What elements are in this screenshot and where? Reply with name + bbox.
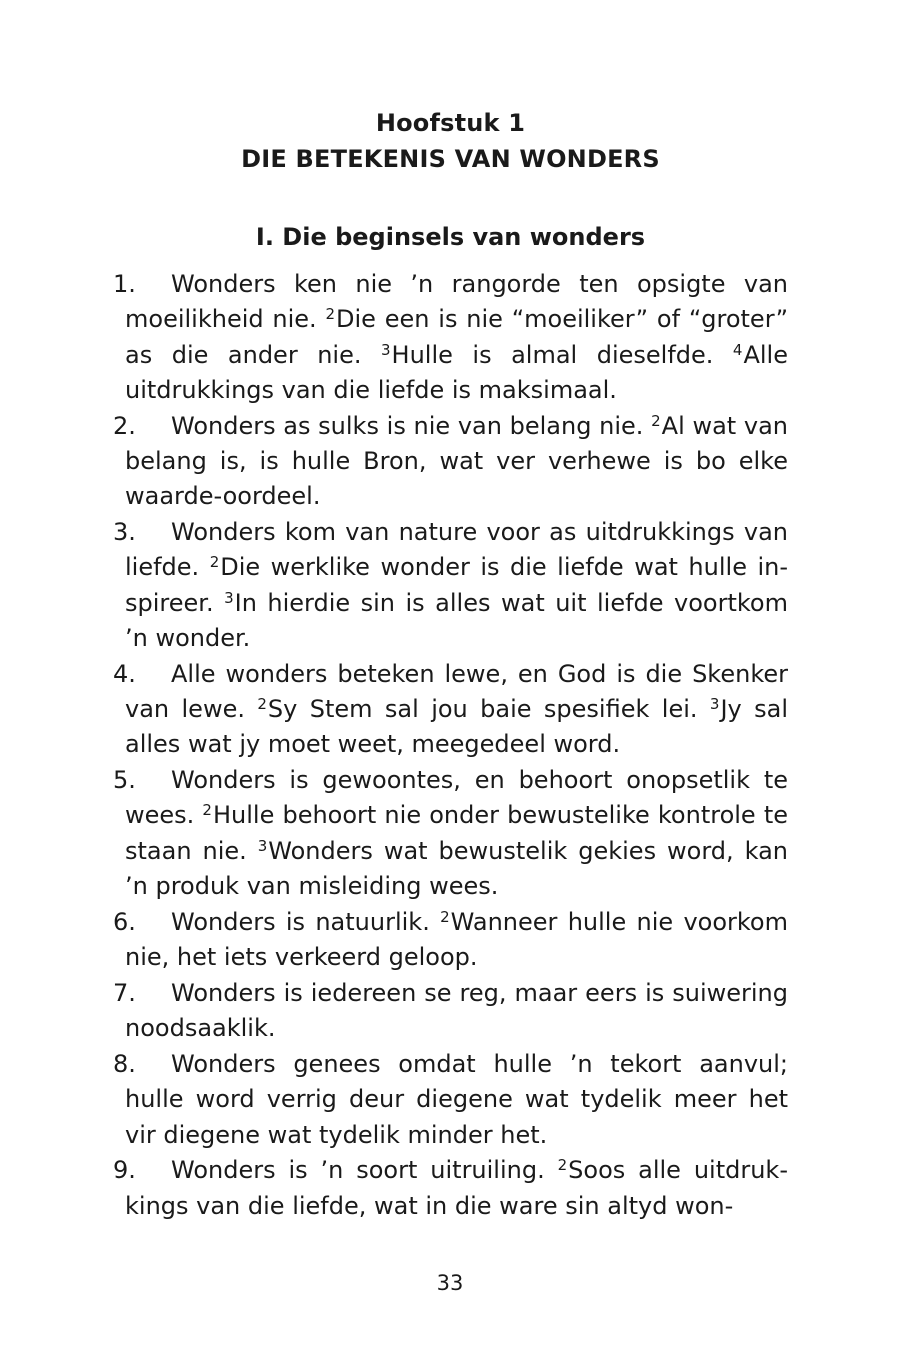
chapter-title: DIE BETEKENIS VAN WONDERS <box>241 145 660 173</box>
sentence-number: 4 <box>732 340 743 359</box>
sentence-number: 2 <box>209 553 220 572</box>
item-text: Al wat van belang is, is hulle Bron, wat ver verhewe is bo elke waarde-oordeel. <box>125 411 788 511</box>
item-text: Wonders is ’n soort uitruiling. <box>171 1156 558 1185</box>
item-number: 1. <box>113 270 136 298</box>
section-title: I. Die beginsels van wonders <box>255 223 646 251</box>
sentence-number: 3 <box>380 340 391 359</box>
item-text: Soos alle uitdrukkings van die liefde, wat in die ware sin altyd won- <box>125 1156 789 1220</box>
list-item <box>113 409 788 515</box>
sentence-number: 2 <box>557 1156 568 1175</box>
item-number: 2. <box>113 411 136 440</box>
item-number: 7. <box>113 978 136 1007</box>
item-text: Wonders kom van nature voor as uitdrukkings van liefde. <box>125 518 788 582</box>
item-text: Wonders genees omdat hulle ’n tekort aanvul; hulle word verrig deur diegene wat tydelik meer het vir diegene wat tydelik minder het. <box>125 1050 788 1149</box>
sentence-number: 2 <box>440 907 450 926</box>
list-item <box>113 267 788 408</box>
item-text: Die werklike wonder is die liefde wat hulle inspireer. <box>125 553 789 617</box>
list-item <box>113 1047 788 1153</box>
item-text: Alle wonders beteken lewe, en God is die Skenker van lewe. <box>125 659 788 724</box>
sentence-number: 3 <box>709 695 720 714</box>
item-number: 9. <box>113 1156 136 1185</box>
sentence-number: 2 <box>202 801 212 820</box>
list-item <box>113 976 788 1047</box>
list-item <box>113 657 788 763</box>
item-text: Alle uitdrukkings van die liefde is maksimaal. <box>125 340 788 404</box>
item-number: 8. <box>113 1050 136 1079</box>
sentence-number: 3 <box>224 588 234 607</box>
item-text: Wonders ken nie ’n rangorde ten opsigte van moeilikheid nie. <box>125 270 788 334</box>
principles-list <box>113 267 788 1224</box>
item-text: Wonders is gewoontes, en behoort onopsetlik te wees. <box>125 766 788 830</box>
item-text: Wonders is iedereen se reg, maar eers is suiwering noodsaaklik. <box>125 978 788 1043</box>
item-text: In hierdie sin is alles wat uit liefde voortkom ’n wonder. <box>125 588 788 652</box>
item-number: 3. <box>113 518 136 547</box>
list-item <box>113 763 788 904</box>
list-item <box>113 1153 788 1224</box>
item-number: 4. <box>113 659 136 688</box>
item-text: Jy sal alles wat jy moet weet, meegedeel word. <box>125 695 789 759</box>
item-text: Wonders as sulks is nie van belang nie. <box>171 411 652 440</box>
item-text: Wonders wat bewustelik gekies word, kan ’n produk van misleiding wees. <box>125 836 788 901</box>
list-item <box>113 905 788 976</box>
item-text: Hulle is almal dieselfde. <box>391 340 733 369</box>
item-text: Hulle behoort nie onder bewustelike kontrole te staan nie. <box>125 801 788 865</box>
sentence-number: 2 <box>325 305 336 324</box>
sentence-number: 2 <box>257 695 267 714</box>
sentence-number: 2 <box>651 411 661 430</box>
item-number: 6. <box>113 907 136 936</box>
item-text: Wanneer hulle nie voorkom nie, het iets verkeerd geloop. <box>125 907 788 972</box>
page-body <box>113 105 788 1225</box>
page-number: 33 <box>436 1271 464 1295</box>
item-text: Sy Stem sal jou baie spesifiek lei. <box>267 695 710 724</box>
list-item <box>113 515 788 656</box>
chapter-label: Hoofstuk 1 <box>375 109 526 137</box>
item-text: Die een is nie “moeiliker” of “groter” as die ander nie. <box>125 305 788 369</box>
item-text: Wonders is natuurlik. <box>171 907 441 936</box>
item-number: 5. <box>113 766 136 795</box>
sentence-number: 3 <box>257 836 268 855</box>
